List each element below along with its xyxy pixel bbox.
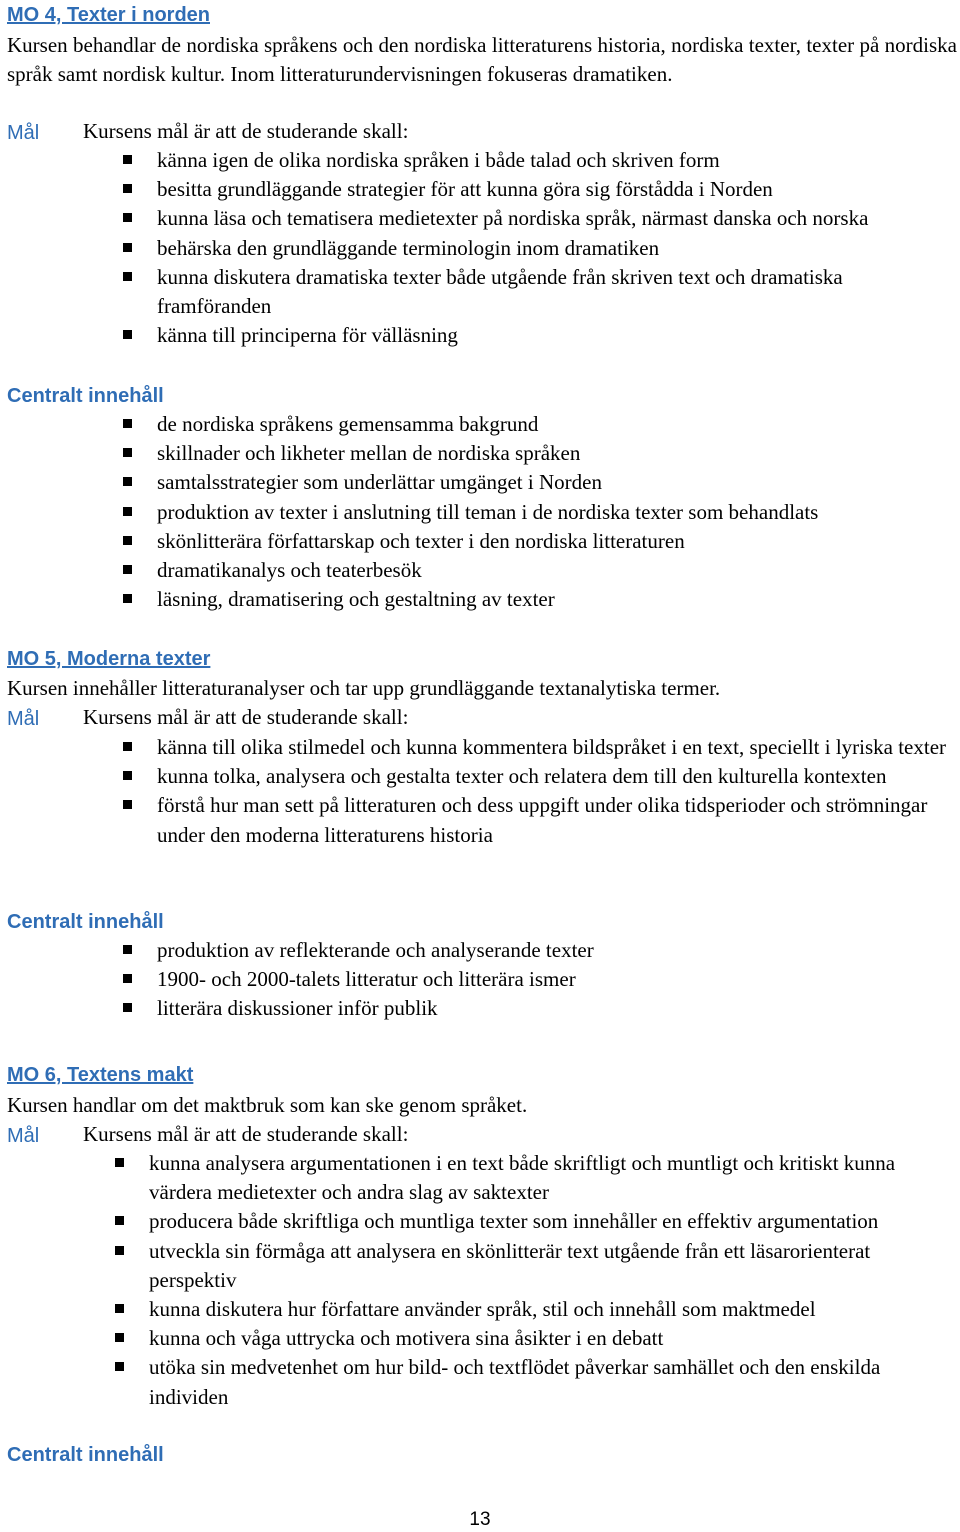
mo4-goal-lead: Kursens mål är att de studerande skall: xyxy=(83,119,409,143)
list-item: kunna tolka, analysera och gestalta texter och relatera dem till den kulturella kontexten xyxy=(157,762,957,791)
mo4-content-list xyxy=(157,410,957,614)
list-item: produktion av reflekterande och analyserande texter xyxy=(157,936,947,965)
list-item: kunna diskutera dramatiska texter både utgående från skriven text och dramatiska framföranden xyxy=(157,263,947,321)
mo4-intro: Kursen behandlar de nordiska språkens och den nordiska litteraturens historia, nordiska texter, texter på nordiska språk samt nordisk kultur. Inom litteraturundervisningen fokuseras dramatiken. xyxy=(7,33,957,86)
list-item: dramatikanalys och teaterbesök xyxy=(157,556,957,585)
mo5-goals-list xyxy=(157,733,957,850)
mo5-content-list xyxy=(157,936,947,1024)
mo6-content-label: Centralt innehåll xyxy=(7,1444,164,1466)
mo6-intro: Kursen handlar om det maktbruk som kan ske genom språket. xyxy=(7,1093,528,1117)
list-item: kunna analysera argumentationen i en text både skriftligt och muntligt och kritiskt kunna värdera medietexter och andra slag av saktexter xyxy=(149,1149,949,1207)
mo6-goal-lead: Kursens mål är att de studerande skall: xyxy=(83,1122,409,1146)
list-item: skönlitterära författarskap och texter i den nordiska litteraturen xyxy=(157,527,957,556)
list-item: kunna och våga uttrycka och motivera sina åsikter i en debatt xyxy=(149,1324,949,1353)
page-number: 13 xyxy=(469,1509,491,1530)
list-item: utveckla sin förmåga att analysera en skönlitterär text utgående från ett läsarorienterat perspektiv xyxy=(149,1237,949,1295)
list-item: litterära diskussioner inför publik xyxy=(157,994,947,1023)
list-item: skillnader och likheter mellan de nordiska språken xyxy=(157,439,957,468)
list-item: förstå hur man sett på litteraturen och dess uppgift under olika tidsperioder och strömningar under den moderna litteraturens historia xyxy=(157,791,957,849)
mo5-title: MO 5, Moderna texter xyxy=(7,648,211,670)
list-item: behärska den grundläggande terminologin inom dramatiken xyxy=(157,234,947,263)
mo5-goal-lead: Kursens mål är att de studerande skall: xyxy=(83,705,409,729)
list-item: kunna diskutera hur författare använder språk, stil och innehåll som maktmedel xyxy=(149,1295,949,1324)
list-item: känna igen de olika nordiska språken i både talad och skriven form xyxy=(157,146,947,175)
mo5-goal-label: Mål xyxy=(7,708,40,730)
mo4-content-label: Centralt innehåll xyxy=(7,385,164,407)
mo6-goal-label: Mål xyxy=(7,1125,40,1147)
list-item: kunna läsa och tematisera medietexter på nordiska språk, närmast danska och norska xyxy=(157,204,947,233)
list-item: besitta grundläggande strategier för att kunna göra sig förstådda i Norden xyxy=(157,175,947,204)
mo5-content-label: Centralt innehåll xyxy=(7,911,164,933)
list-item: produktion av texter i anslutning till teman i de nordiska texter som behandlats xyxy=(157,498,957,527)
list-item: producera både skriftliga och muntliga texter som innehåller en effektiv argumentation xyxy=(149,1207,949,1236)
mo6-goals-list xyxy=(149,1149,949,1412)
list-item: utöka sin medvetenhet om hur bild- och textflödet påverkar samhället och den enskilda individen xyxy=(149,1353,949,1411)
mo4-goals-list xyxy=(157,146,947,350)
list-item: de nordiska språkens gemensamma bakgrund xyxy=(157,410,957,439)
list-item: 1900- och 2000-talets litteratur och litterära ismer xyxy=(157,965,947,994)
mo5-intro: Kursen innehåller litteraturanalyser och tar upp grundläggande textanalytiska termer. xyxy=(7,676,721,700)
list-item: samtalsstrategier som underlättar umgänget i Norden xyxy=(157,468,957,497)
list-item: känna till olika stilmedel och kunna kommentera bildspråket i en text, speciellt i lyriska texter xyxy=(157,733,957,762)
mo4-goal-label: Mål xyxy=(7,122,40,144)
mo4-title: MO 4, Texter i norden xyxy=(7,4,210,26)
list-item: läsning, dramatisering och gestaltning av texter xyxy=(157,585,957,614)
mo6-title: MO 6, Textens makt xyxy=(7,1064,194,1086)
list-item: känna till principerna för välläsning xyxy=(157,321,947,350)
